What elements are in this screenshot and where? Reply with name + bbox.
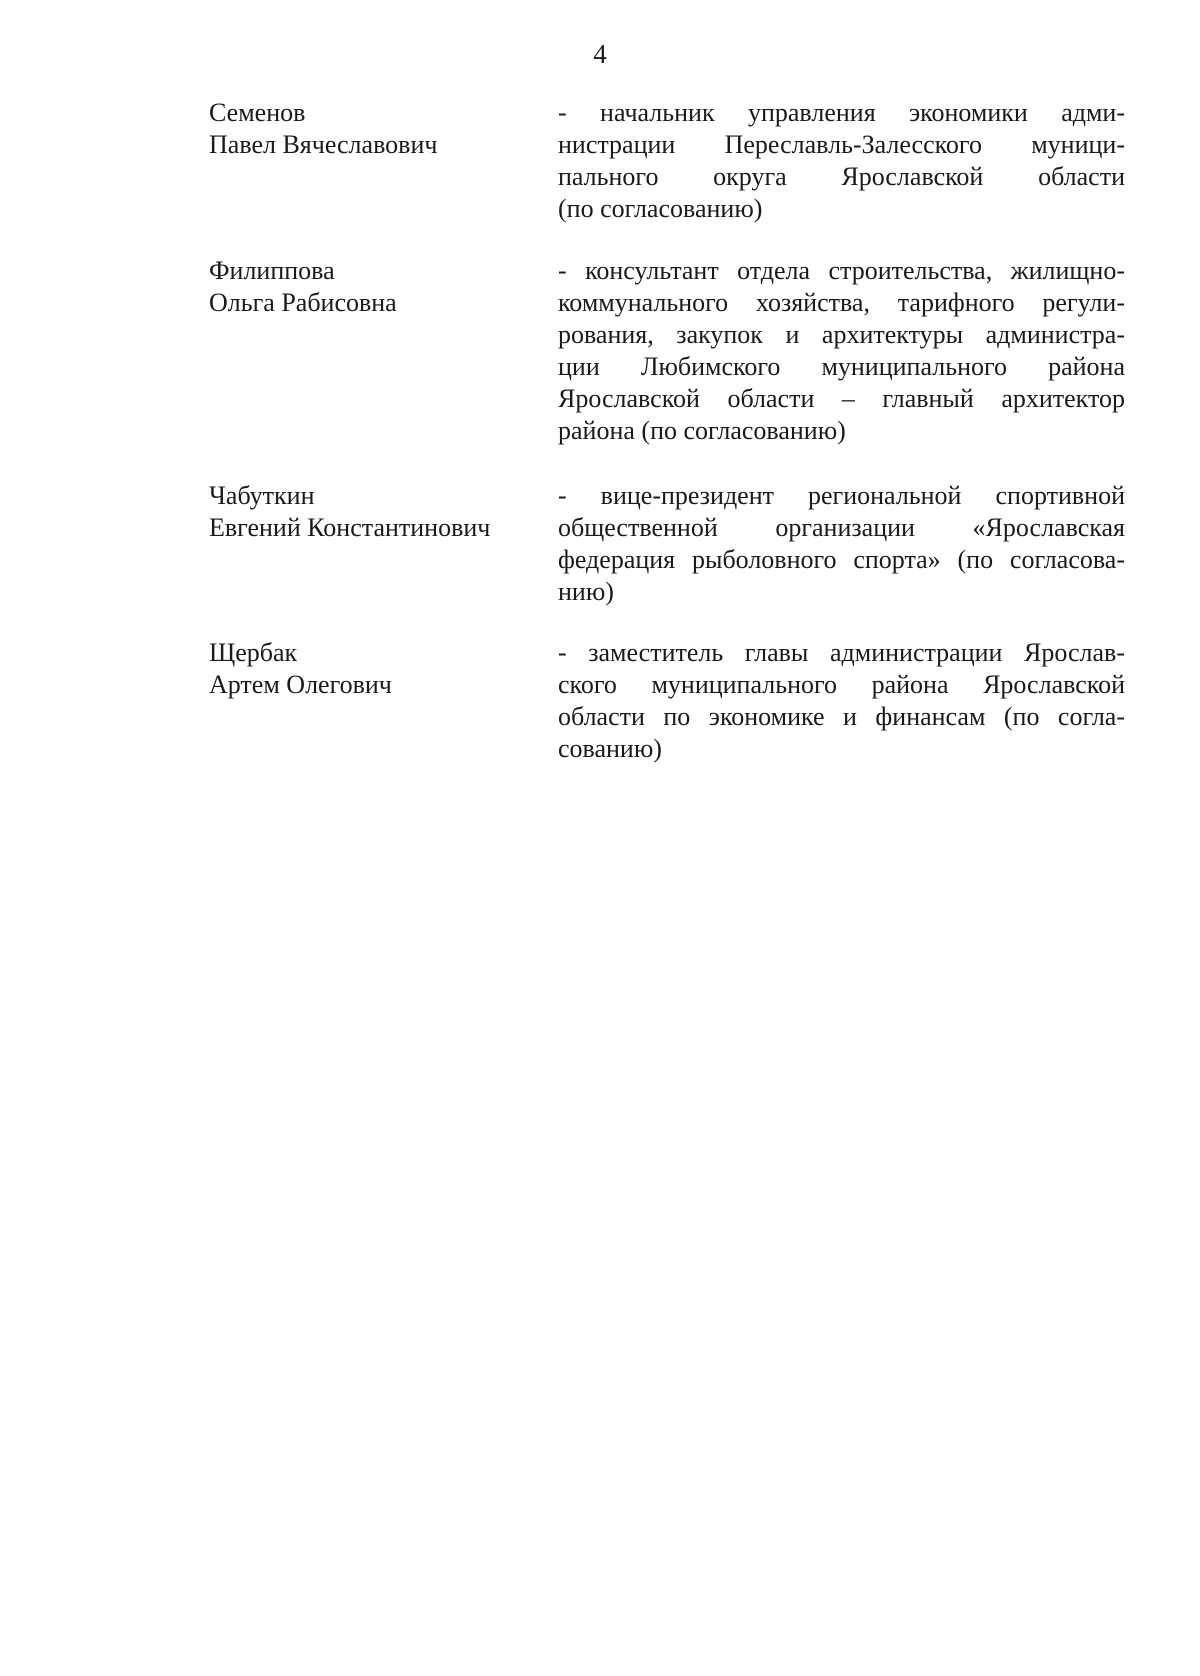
member-given-names: Ольга Рабисовна [209, 288, 397, 317]
role-line: - начальник управления экономики адми- [558, 98, 1125, 127]
role-line: района (по согласованию) [558, 416, 846, 445]
member-surname: Чабуткин [209, 481, 315, 510]
member-name [209, 480, 529, 544]
role-line: нистрации Переславль-Залесского муници- [558, 130, 1125, 159]
page-number: 4 [593, 39, 607, 69]
role-line: общественной организации «Ярославская [558, 513, 1125, 542]
role-line: области по экономике и финансам (по согла- [558, 702, 1125, 731]
member-role [558, 637, 1125, 765]
role-line: нию) [558, 577, 614, 606]
role-line: (по согласованию) [558, 194, 763, 223]
member-surname: Филиппова [209, 256, 335, 285]
role-line: - консультант отдела строительства, жилищно- [558, 256, 1125, 285]
member-role [558, 97, 1125, 225]
role-line: сованию) [558, 734, 662, 763]
role-line: пального округа Ярославской области [558, 162, 1125, 191]
member-name [209, 255, 529, 319]
member-role [558, 480, 1125, 608]
member-surname: Семенов [209, 98, 306, 127]
role-line: рования, закупок и архитектуры администра- [558, 320, 1125, 349]
role-line: ции Любимского муниципального района [558, 352, 1125, 381]
role-line: - вице-президент региональной спортивной [558, 481, 1125, 510]
member-name [209, 637, 529, 701]
role-line: федерация рыболовного спорта» (по согласова- [558, 545, 1125, 574]
role-line: - заместитель главы администрации Ярослав- [558, 638, 1125, 667]
member-role [558, 255, 1125, 447]
role-line: коммунального хозяйства, тарифного регули- [558, 288, 1125, 317]
role-line: Ярославской области – главный архитектор [558, 384, 1125, 413]
member-surname: Щербак [209, 638, 298, 667]
member-given-names: Артем Олегович [209, 670, 392, 699]
member-given-names: Евгений Константинович [209, 513, 491, 542]
member-given-names: Павел Вячеславович [209, 130, 438, 159]
member-name [209, 97, 529, 161]
role-line: ского муниципального района Ярославской [558, 670, 1125, 699]
